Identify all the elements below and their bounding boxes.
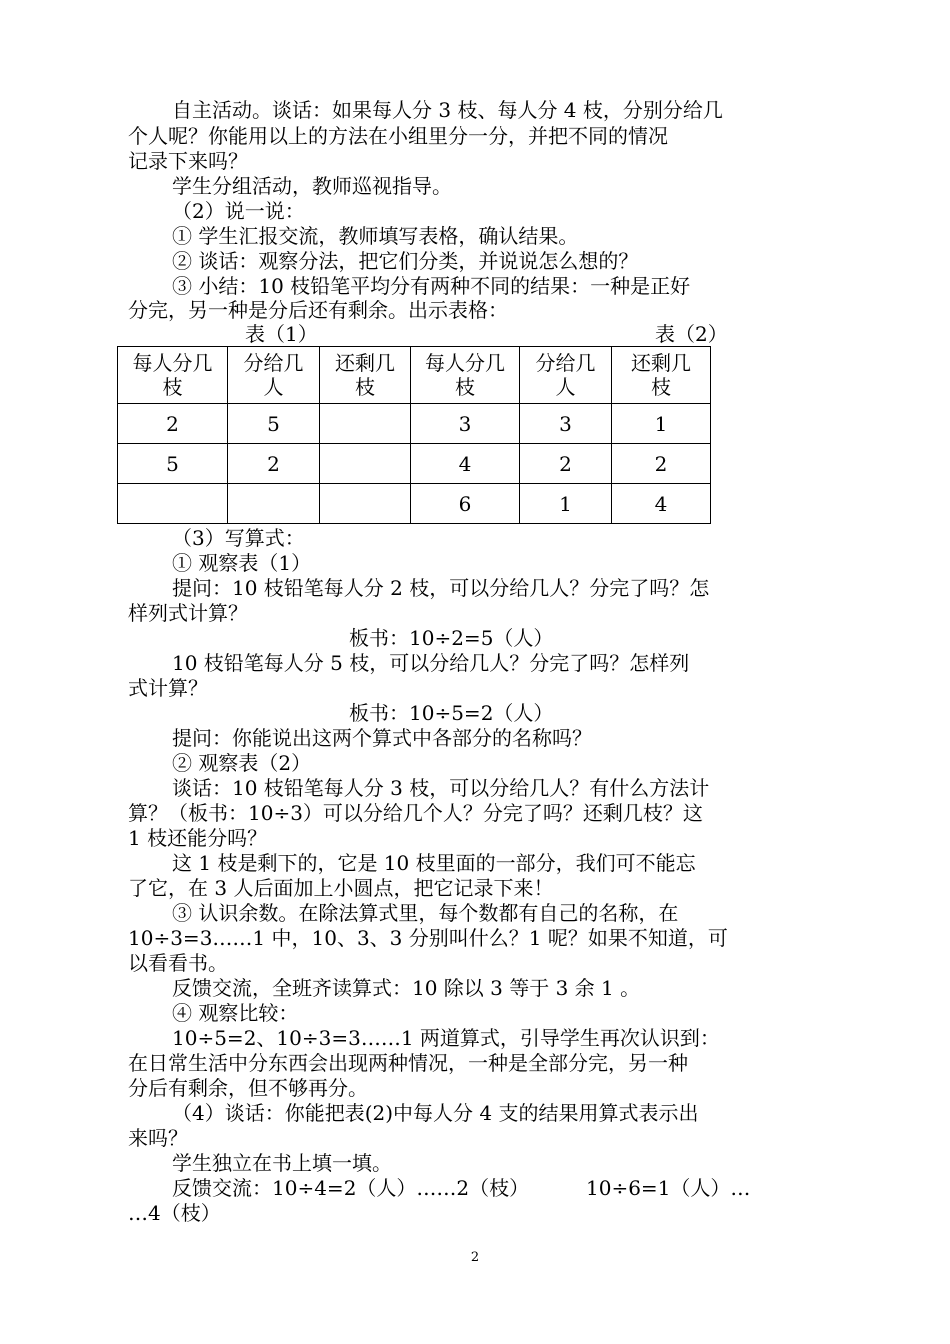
header-cell: 每人分几 枝 — [118, 347, 228, 404]
text-line: 分后有剩余，但不够再分。 — [128, 1076, 368, 1100]
text-line: 1 枝还能分吗？ — [128, 826, 268, 850]
header-cell: 每人分几 枝 — [411, 347, 520, 404]
table-cell: 1 — [612, 404, 711, 444]
table-cell: 2 — [118, 404, 228, 444]
table-cell: 2 — [520, 444, 612, 484]
text-line: 在日常生活中分东西会出现两种情况，一种是全部分完，另一种 — [128, 1051, 688, 1075]
table-cell: 1 — [520, 484, 612, 524]
table-cell: 3 — [411, 404, 520, 444]
text-line: 反馈交流：10÷4=2（人）……2（枝） — [172, 1176, 530, 1200]
text-line: 10÷6=1（人）… — [586, 1176, 751, 1200]
table-row — [118, 444, 711, 484]
board-writing: 板书：10÷2=5（人） — [349, 626, 554, 650]
text-line: 10 枝铅笔每人分 5 枝，可以分给几人？分完了吗？怎样列 — [172, 651, 690, 675]
division-table — [117, 346, 711, 524]
text-line: 学生独立在书上填一填。 — [172, 1151, 392, 1175]
table-cell — [118, 484, 228, 524]
text-line: 反馈交流，全班齐读算式：10 除以 3 等于 3 余 1 。 — [172, 976, 641, 1000]
text-line: ① 观察表（1） — [172, 551, 312, 575]
text-line: ① 学生汇报交流，教师填写表格，确认结果。 — [172, 224, 579, 248]
text-line: （3）写算式： — [172, 526, 305, 550]
text-line: 谈话：10 枝铅笔每人分 3 枝，可以分给几人？有什么方法计 — [172, 776, 710, 800]
header-cell: 还剩几 枝 — [612, 347, 711, 404]
table-cell: 6 — [411, 484, 520, 524]
text-line: …4（枝） — [128, 1201, 221, 1225]
text-line: 样列式计算？ — [128, 601, 248, 625]
text-line: 提问：你能说出这两个算式中各部分的名称吗？ — [172, 726, 592, 750]
table-cell: 5 — [118, 444, 228, 484]
text-line: 个人呢？你能用以上的方法在小组里分一分，并把不同的情况 — [128, 124, 668, 148]
table-cell: 4 — [612, 484, 711, 524]
table-cell: 5 — [228, 404, 320, 444]
text-line: 10÷3=3……1 中，10、3、3 分别叫什么？1 呢？如果不知道，可 — [128, 926, 728, 950]
table-cell — [228, 484, 320, 524]
table-cell — [320, 444, 411, 484]
text-line: （2）说一说： — [172, 199, 305, 223]
text-line: ④ 观察比较： — [172, 1001, 299, 1025]
header-cell: 还剩几 枝 — [320, 347, 411, 404]
table-cell: 4 — [411, 444, 520, 484]
table-caption-1: 表（1） — [245, 322, 318, 346]
text-line: 来吗？ — [128, 1126, 188, 1150]
text-line: （4）谈话：你能把表(2)中每人分 4 支的结果用算式表示出 — [172, 1101, 699, 1125]
text-line: ③ 小结：10 枝铅笔平均分有两种不同的结果：一种是正好 — [172, 274, 691, 298]
table-cell: 2 — [612, 444, 711, 484]
text-line: 自主活动。谈话：如果每人分 3 枝、每人分 4 枝，分别分给几 — [172, 98, 723, 122]
text-line: 提问：10 枝铅笔每人分 2 枝，可以分给几人？分完了吗？怎 — [172, 576, 710, 600]
table-header-row — [118, 347, 711, 404]
table-caption-2: 表（2） — [655, 322, 728, 346]
table-cell: 3 — [520, 404, 612, 444]
text-line: 10÷5=2、10÷3=3……1 两道算式，引导学生再次认识到： — [172, 1026, 720, 1050]
text-line: 以看看书。 — [128, 951, 228, 975]
header-cell: 分给几 人 — [228, 347, 320, 404]
text-line: 式计算？ — [128, 676, 208, 700]
table-row — [118, 484, 711, 524]
page-number: 2 — [470, 1250, 480, 1265]
text-line: ③ 认识余数。在除法算式里，每个数都有自己的名称，在 — [172, 901, 679, 925]
text-line: 了它，在 3 人后面加上小圆点，把它记录下来！ — [128, 876, 554, 900]
text-line: 这 1 枝是剩下的，它是 10 枝里面的一部分，我们可不能忘 — [172, 851, 696, 875]
table-cell — [320, 484, 411, 524]
text-line: ② 谈话：观察分法，把它们分类，并说说怎么想的？ — [172, 249, 639, 273]
text-line: 算？（板书：10÷3）可以分给几个人？分完了吗？还剩几枝？这 — [128, 801, 703, 825]
table-cell — [320, 404, 411, 444]
text-line: 学生分组活动，教师巡视指导。 — [172, 174, 452, 198]
header-cell: 分给几 人 — [520, 347, 612, 404]
table-cell: 2 — [228, 444, 320, 484]
text-line: 分完，另一种是分后还有剩余。出示表格： — [128, 298, 508, 322]
board-writing: 板书：10÷5=2（人） — [349, 701, 554, 725]
text-line: ② 观察表（2） — [172, 751, 312, 775]
table-row — [118, 404, 711, 444]
text-line: 记录下来吗？ — [128, 149, 248, 173]
